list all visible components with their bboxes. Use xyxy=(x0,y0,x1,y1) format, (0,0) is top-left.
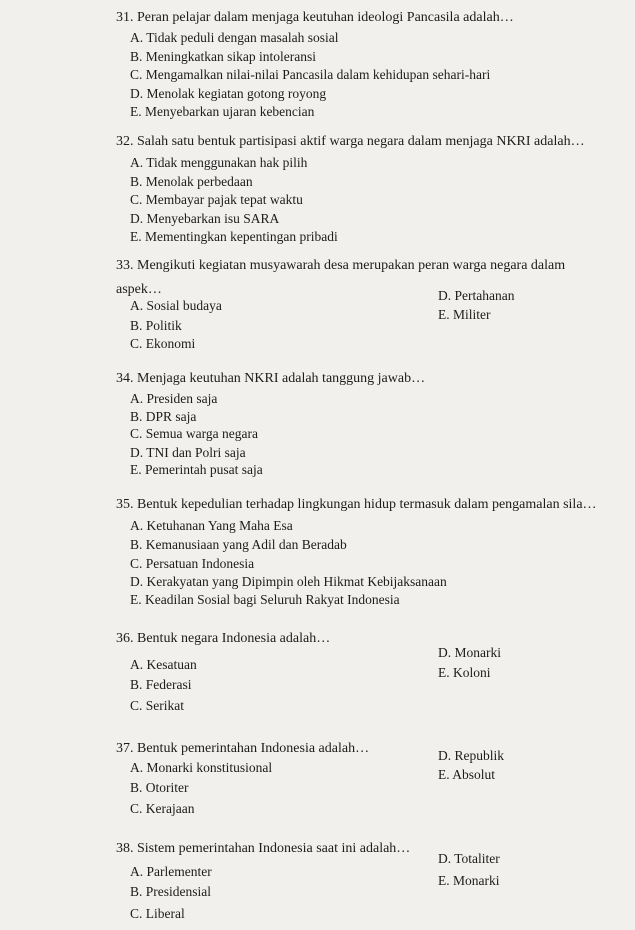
option-a: A. Ketuhanan Yang Maha Esa xyxy=(130,518,293,533)
option-a: A. Parlementer xyxy=(130,864,212,879)
question-stem: 35. Bentuk kepedulian terhadap lingkungan hidup termasuk dalam pengamalan sila… xyxy=(116,497,597,512)
option-b: B. Politik xyxy=(130,318,182,333)
option-e: E. Koloni xyxy=(438,665,491,680)
option-e: E. Mementingkan kepentingan pribadi xyxy=(130,229,338,244)
option-c: C. Serikat xyxy=(130,698,184,713)
option-b: B. Kemanusiaan yang Adil dan Beradab xyxy=(130,537,347,552)
option-d: D. Pertahanan xyxy=(438,288,515,303)
option-c: C. Ekonomi xyxy=(130,336,196,351)
option-d: D. Totaliter xyxy=(438,851,500,866)
option-c: C. Mengamalkan nilai-nilai Pancasila dalam kehidupan sehari-hari xyxy=(130,67,491,82)
option-d: D. Monarki xyxy=(438,645,501,660)
option-a: A. Kesatuan xyxy=(130,657,197,672)
option-e: E. Pemerintah pusat saja xyxy=(130,462,263,477)
question-stem: 32. Salah satu bentuk partisipasi aktif warga negara dalam menjaga NKRI adalah… xyxy=(116,134,585,149)
option-b: B. DPR saja xyxy=(130,409,197,424)
option-e: E. Keadilan Sosial bagi Seluruh Rakyat Indonesia xyxy=(130,592,400,607)
option-d: D. Menyebarkan isu SARA xyxy=(130,211,280,226)
option-a: A. Tidak menggunakan hak pilih xyxy=(130,155,308,170)
option-a: A. Monarki konstitusional xyxy=(130,760,273,775)
option-c: C. Persatuan Indonesia xyxy=(130,556,255,571)
option-c: C. Liberal xyxy=(130,906,185,921)
question-stem: 31. Peran pelajar dalam menjaga keutuhan ideologi Pancasila adalah… xyxy=(116,10,514,25)
option-d: D. Menolak kegiatan gotong royong xyxy=(130,86,327,101)
option-e: E. Militer xyxy=(438,307,491,322)
question-stem: 38. Sistem pemerintahan Indonesia saat ini adalah… xyxy=(116,841,411,856)
option-b: B. Meningkatkan sikap intoleransi xyxy=(130,49,316,64)
question-stem: 37. Bentuk pemerintahan Indonesia adalah… xyxy=(116,741,370,756)
option-a: A. Tidak peduli dengan masalah sosial xyxy=(130,30,339,45)
option-e: E. Menyebarkan ujaran kebencian xyxy=(130,104,315,119)
option-e: E. Monarki xyxy=(438,873,500,888)
question-stem-line-1: 33. Mengikuti kegiatan musyawarah desa merupakan peran warga negara dalam xyxy=(116,258,566,273)
option-d: D. TNI dan Polri saja xyxy=(130,445,246,460)
question-stem-line-2: aspek… xyxy=(116,282,162,297)
option-c: C. Semua warga negara xyxy=(130,426,258,441)
option-a: A. Sosial budaya xyxy=(130,298,222,313)
option-b: B. Menolak perbedaan xyxy=(130,174,253,189)
question-stem: 36. Bentuk negara Indonesia adalah… xyxy=(116,631,331,646)
question-stem: 34. Menjaga keutuhan NKRI adalah tanggung jawab… xyxy=(116,371,426,386)
option-c: C. Kerajaan xyxy=(130,801,195,816)
option-b: B. Otoriter xyxy=(130,780,189,795)
option-d: D. Republik xyxy=(438,748,504,763)
option-a: A. Presiden saja xyxy=(130,391,218,406)
option-e: E. Absolut xyxy=(438,767,496,782)
option-b: B. Presidensial xyxy=(130,884,211,899)
option-c: C. Membayar pajak tepat waktu xyxy=(130,192,303,207)
option-d: D. Kerakyatan yang Dipimpin oleh Hikmat Kebijaksanaan xyxy=(130,574,447,589)
option-b: B. Federasi xyxy=(130,677,192,692)
